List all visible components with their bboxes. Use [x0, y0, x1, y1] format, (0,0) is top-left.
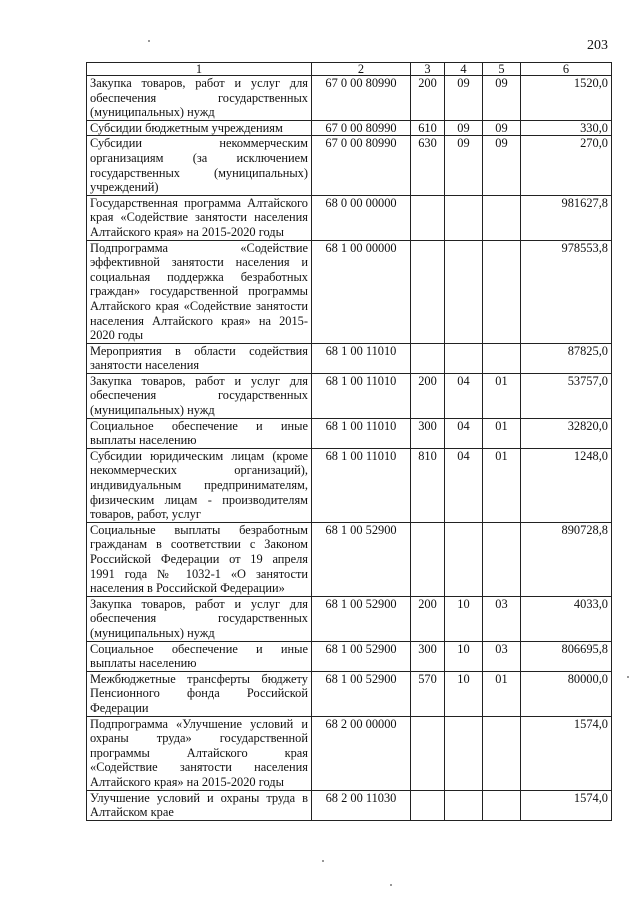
row-code-cell: 68 1 00 11010: [312, 373, 411, 418]
row-name-cell: Закупка товаров, работ и услуг для обеспечения государственных (муниципальных) нужд: [87, 596, 312, 641]
row-name-cell: Мероприятия в области содействия занятости населения: [87, 343, 312, 373]
table-row: [87, 240, 612, 343]
row-vr-cell: 200: [411, 596, 445, 641]
row-vr-cell: 300: [411, 641, 445, 671]
row-vr-cell: 630: [411, 136, 445, 195]
row-rz-cell: 09: [445, 120, 483, 136]
row-vr-cell: [411, 790, 445, 820]
row-code-cell: 67 0 00 80990: [312, 136, 411, 195]
row-rz-cell: 10: [445, 641, 483, 671]
row-pr-cell: 03: [483, 641, 521, 671]
table-header-row: [87, 63, 612, 76]
row-amount-cell: 270,0: [521, 136, 612, 195]
row-vr-cell: [411, 343, 445, 373]
row-amount-cell: 806695,8: [521, 641, 612, 671]
scan-speck: [148, 40, 150, 42]
row-code-cell: 67 0 00 80990: [312, 120, 411, 136]
table-row: [87, 136, 612, 195]
row-rz-cell: [445, 790, 483, 820]
row-rz-cell: 10: [445, 596, 483, 641]
row-rz-cell: 09: [445, 136, 483, 195]
row-amount-cell: 80000,0: [521, 671, 612, 716]
column-header: 1: [87, 63, 312, 76]
row-name-cell: Субсидии бюджетным учреждениям: [87, 120, 312, 136]
row-pr-cell: 01: [483, 448, 521, 522]
row-name-cell: Социальные выплаты безработным гражданам в соответствии с Законом Российской Федерации от 19 апреля 1991 года № 1032-1 «О занятости населения в Российской Федерации»: [87, 522, 312, 596]
table-row: [87, 596, 612, 641]
budget-table: [86, 62, 612, 821]
row-amount-cell: 53757,0: [521, 373, 612, 418]
row-vr-cell: 570: [411, 671, 445, 716]
row-rz-cell: [445, 716, 483, 790]
column-header: 5: [483, 63, 521, 76]
row-amount-cell: 1574,0: [521, 716, 612, 790]
row-rz-cell: [445, 343, 483, 373]
table-row: [87, 522, 612, 596]
table-row: [87, 373, 612, 418]
row-code-cell: 68 1 00 52900: [312, 596, 411, 641]
row-name-cell: Государственная программа Алтайского края «Содействие занятости населения Алтайского края» на 2015-2020 годы: [87, 195, 312, 240]
table-row: [87, 671, 612, 716]
row-vr-cell: [411, 716, 445, 790]
row-name-cell: Закупка товаров, работ и услуг для обеспечения государственных (муниципальных) нужд: [87, 373, 312, 418]
row-rz-cell: 04: [445, 418, 483, 448]
row-pr-cell: [483, 790, 521, 820]
row-code-cell: 68 2 00 11030: [312, 790, 411, 820]
row-code-cell: 68 2 00 00000: [312, 716, 411, 790]
row-vr-cell: [411, 195, 445, 240]
row-vr-cell: 200: [411, 76, 445, 121]
row-pr-cell: [483, 522, 521, 596]
column-header: 6: [521, 63, 612, 76]
row-code-cell: 68 1 00 11010: [312, 448, 411, 522]
row-rz-cell: [445, 195, 483, 240]
table-row: [87, 343, 612, 373]
row-amount-cell: 1520,0: [521, 76, 612, 121]
table-row: [87, 120, 612, 136]
row-vr-cell: [411, 240, 445, 343]
row-amount-cell: 4033,0: [521, 596, 612, 641]
row-amount-cell: 978553,8: [521, 240, 612, 343]
row-name-cell: Социальное обеспечение и иные выплаты населению: [87, 418, 312, 448]
row-vr-cell: 200: [411, 373, 445, 418]
row-pr-cell: [483, 240, 521, 343]
column-header: 3: [411, 63, 445, 76]
table-row: [87, 418, 612, 448]
row-amount-cell: 32820,0: [521, 418, 612, 448]
row-name-cell: Межбюджетные трансферты бюджету Пенсионного фонда Российской Федерации: [87, 671, 312, 716]
row-rz-cell: 10: [445, 671, 483, 716]
row-amount-cell: 330,0: [521, 120, 612, 136]
row-code-cell: 68 1 00 00000: [312, 240, 411, 343]
row-pr-cell: 01: [483, 671, 521, 716]
row-pr-cell: 09: [483, 136, 521, 195]
row-amount-cell: 1248,0: [521, 448, 612, 522]
row-amount-cell: 890728,8: [521, 522, 612, 596]
table-row: [87, 195, 612, 240]
row-name-cell: Подпрограмма «Содействие эффективной занятости населения и социальная поддержка безработных граждан» государственной программы Алтайского края «Содействие занятости населения Алтайского края» на 2015-2020 годы: [87, 240, 312, 343]
row-rz-cell: 04: [445, 448, 483, 522]
scan-speck: [322, 860, 324, 862]
scan-speck: [390, 884, 392, 886]
row-code-cell: 68 1 00 52900: [312, 522, 411, 596]
row-name-cell: Улучшение условий и охраны труда в Алтайском крае: [87, 790, 312, 820]
row-rz-cell: 09: [445, 76, 483, 121]
page-number: 203: [587, 38, 608, 53]
row-name-cell: Закупка товаров, работ и услуг для обеспечения государственных (муниципальных) нужд: [87, 76, 312, 121]
row-pr-cell: 01: [483, 418, 521, 448]
row-name-cell: Субсидии некоммерческим организациям (за исключением государственных (муниципальных) учреждений): [87, 136, 312, 195]
row-pr-cell: [483, 343, 521, 373]
row-pr-cell: [483, 716, 521, 790]
row-vr-cell: 610: [411, 120, 445, 136]
row-pr-cell: [483, 195, 521, 240]
table-row: [87, 76, 612, 121]
row-code-cell: 68 1 00 11010: [312, 343, 411, 373]
row-rz-cell: 04: [445, 373, 483, 418]
row-vr-cell: 810: [411, 448, 445, 522]
row-name-cell: Социальное обеспечение и иные выплаты населению: [87, 641, 312, 671]
table-row: [87, 641, 612, 671]
row-pr-cell: 09: [483, 76, 521, 121]
row-rz-cell: [445, 522, 483, 596]
row-pr-cell: 03: [483, 596, 521, 641]
scan-speck: [627, 676, 629, 678]
column-header: 2: [312, 63, 411, 76]
row-amount-cell: 87825,0: [521, 343, 612, 373]
table-row: [87, 790, 612, 820]
row-code-cell: 68 0 00 00000: [312, 195, 411, 240]
table-row: [87, 448, 612, 522]
row-name-cell: Подпрограмма «Улучшение условий и охраны труда» государственной программы Алтайского края «Содействие занятости населения Алтайского края» на 2015-2020 годы: [87, 716, 312, 790]
row-code-cell: 67 0 00 80990: [312, 76, 411, 121]
row-rz-cell: [445, 240, 483, 343]
row-name-cell: Субсидии юридическим лицам (кроме некоммерческих организаций), индивидуальным предпринимателям, физическим лицам - производителям товаров, работ, услуг: [87, 448, 312, 522]
row-pr-cell: 09: [483, 120, 521, 136]
row-amount-cell: 1574,0: [521, 790, 612, 820]
row-code-cell: 68 1 00 11010: [312, 418, 411, 448]
column-header: 4: [445, 63, 483, 76]
row-vr-cell: [411, 522, 445, 596]
row-code-cell: 68 1 00 52900: [312, 671, 411, 716]
row-code-cell: 68 1 00 52900: [312, 641, 411, 671]
row-vr-cell: 300: [411, 418, 445, 448]
table-row: [87, 716, 612, 790]
row-amount-cell: 981627,8: [521, 195, 612, 240]
row-pr-cell: 01: [483, 373, 521, 418]
